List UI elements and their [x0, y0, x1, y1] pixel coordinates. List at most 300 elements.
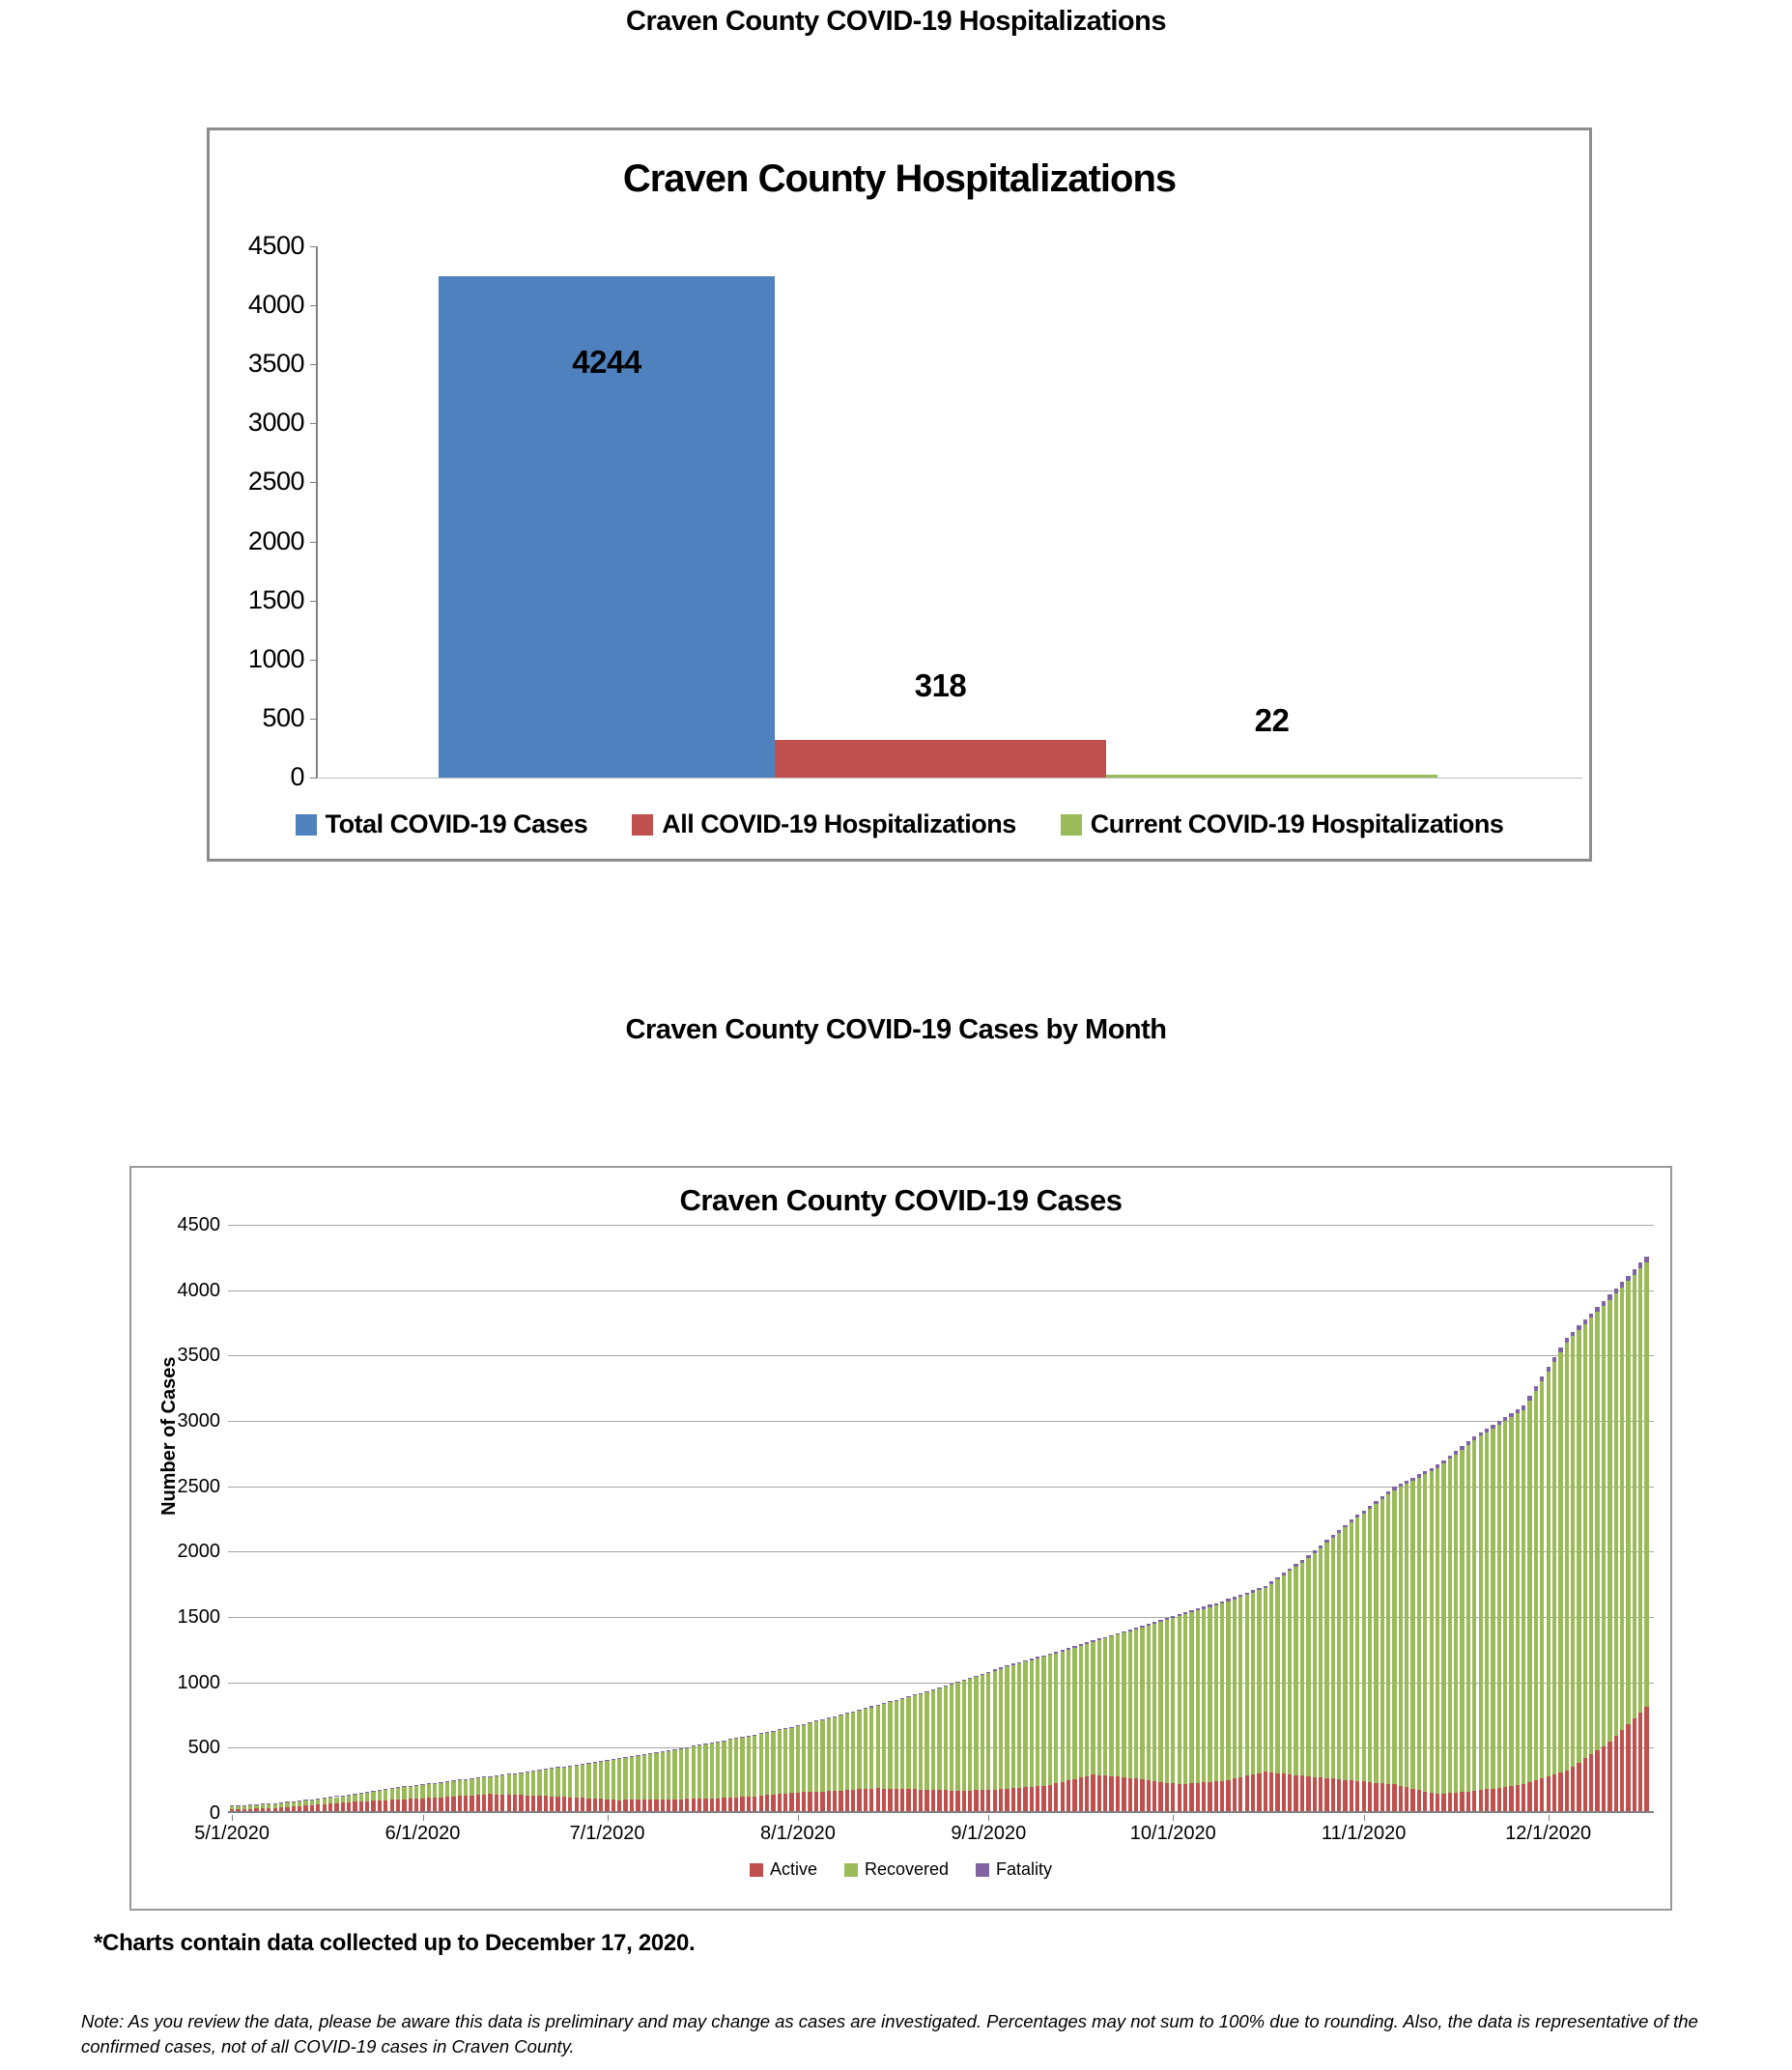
chart2-bar-fatality	[599, 1761, 603, 1762]
chart2-bar-recovered	[1595, 1312, 1599, 1750]
chart2-bar-active	[544, 1796, 548, 1811]
chart2-bar-active	[1509, 1786, 1513, 1811]
chart2-bar-fatality	[586, 1763, 590, 1764]
chart2-bar-fatality	[378, 1790, 382, 1791]
chart2-bar-fatality	[1196, 1608, 1200, 1610]
chart2-bar-active	[1251, 1774, 1255, 1811]
chart2-bar-active	[1595, 1750, 1599, 1811]
chart2-bar-recovered	[753, 1736, 756, 1797]
chart2-bar-active	[648, 1800, 652, 1811]
chart2-bar-active	[1214, 1781, 1218, 1811]
chart2-bar-active	[593, 1799, 597, 1811]
chart2-bar-fatality	[1208, 1604, 1211, 1606]
chart2-y-tick-label: 2000	[177, 1541, 220, 1563]
chart2-bar-recovered	[944, 1687, 948, 1790]
chart2-bar-active	[1410, 1789, 1414, 1811]
chart2-bar-recovered	[937, 1688, 941, 1790]
chart2-bar-fatality	[667, 1750, 670, 1751]
chart2-legend-swatch-1	[844, 1863, 858, 1877]
chart2-bar-recovered	[384, 1790, 387, 1800]
chart2-bar-active	[796, 1793, 800, 1811]
chart2-bar-active	[1350, 1780, 1353, 1811]
chart2-bar-active	[1522, 1784, 1525, 1811]
chart2-bar-fatality	[765, 1732, 769, 1733]
chart2-bar-active	[771, 1795, 775, 1811]
chart2-bar-recovered	[771, 1732, 775, 1795]
chart2-bar-recovered	[555, 1768, 559, 1796]
chart2-bar-recovered	[1466, 1445, 1470, 1792]
chart2-bar-recovered	[353, 1795, 356, 1801]
chart1-x-axis-line	[316, 778, 1582, 779]
chart2-bar-fatality	[1479, 1432, 1483, 1436]
chart2-bar-active	[1644, 1707, 1648, 1811]
chart2-bar-fatality	[944, 1686, 948, 1687]
chart1-y-tick-mark	[310, 542, 317, 543]
chart1-data-label-1: 318	[914, 667, 967, 704]
chart2-bar-fatality	[396, 1787, 400, 1788]
chart2-bar-fatality	[575, 1765, 579, 1766]
chart2-bar-active	[1503, 1787, 1507, 1811]
chart2-bar-fatality	[1441, 1460, 1445, 1464]
chart2-bar-recovered	[747, 1737, 751, 1797]
chart2-bar-recovered	[409, 1787, 412, 1800]
chart2-legend-swatch-2	[976, 1863, 989, 1877]
chart2-bar-fatality	[1116, 1633, 1120, 1635]
chart2-bar-active	[1196, 1783, 1200, 1811]
chart2-bar-active	[279, 1807, 283, 1811]
chart2-bar-active	[654, 1800, 658, 1811]
chart2-bar-fatality	[359, 1793, 363, 1794]
chart2-bar-active	[623, 1800, 627, 1811]
chart2-bar-recovered	[1472, 1440, 1476, 1791]
chart2-bar-fatality	[1054, 1652, 1058, 1654]
chart2-bar-active	[1491, 1789, 1494, 1811]
chart2-bar-recovered	[1233, 1600, 1237, 1779]
chart2-bar-recovered	[1405, 1484, 1408, 1787]
chart2-bar-recovered	[1350, 1522, 1353, 1780]
chart2-bar-active	[1337, 1779, 1341, 1811]
chart2-bar-recovered	[1134, 1630, 1138, 1779]
chart2-bar-fatality	[1491, 1425, 1494, 1429]
chart2-bar-recovered	[869, 1708, 873, 1789]
chart2-bar-active	[500, 1795, 504, 1811]
chart2-bar-recovered	[1294, 1567, 1297, 1775]
chart2-bar-fatality	[864, 1708, 868, 1709]
chart2-bar-fatality	[722, 1741, 725, 1742]
chart2-bar-fatality	[906, 1696, 910, 1697]
chart2-bar-active	[1436, 1794, 1439, 1811]
chart2-bar-recovered	[1479, 1435, 1483, 1790]
chart2-bar-fatality	[1245, 1593, 1249, 1595]
chart2-y-tick-label: 1500	[177, 1606, 220, 1628]
chart2-bar-fatality	[1602, 1301, 1606, 1306]
chart2-bar-recovered	[1288, 1571, 1292, 1774]
chart2-bar-fatality	[1368, 1506, 1372, 1509]
chart2-bar-active	[1614, 1736, 1618, 1811]
chart2-bar-fatality	[710, 1743, 714, 1744]
chart2-bar-recovered	[765, 1733, 769, 1795]
chart2-bar-fatality	[1503, 1417, 1507, 1421]
chart2-bar-active	[439, 1798, 442, 1812]
chart1-legend-swatch-1	[632, 814, 653, 836]
chart2-bar-fatality	[1607, 1294, 1611, 1299]
chart2-bar-fatality	[728, 1739, 732, 1740]
chart2-bar-fatality	[1079, 1644, 1083, 1646]
chart2-bar-recovered	[1638, 1268, 1642, 1713]
chart2-bar-recovered	[1540, 1381, 1544, 1779]
chart2-bar-recovered	[703, 1744, 707, 1799]
chart2-bar-fatality	[679, 1748, 683, 1749]
chart2-bar-fatality	[1282, 1573, 1286, 1575]
chart2-bar-fatality	[1011, 1663, 1015, 1664]
chart2-bar-recovered	[1565, 1343, 1569, 1771]
chart2-bar-active	[1091, 1774, 1095, 1811]
chart2-bar-recovered	[636, 1756, 640, 1800]
chart2-bar-active	[445, 1797, 449, 1811]
chart2-bar-recovered	[679, 1749, 683, 1800]
chart2-bar-active	[1583, 1758, 1587, 1811]
chart2-bar-active	[464, 1796, 468, 1811]
chart2-bar-fatality	[1171, 1616, 1175, 1618]
chart2-bar-active	[937, 1790, 941, 1811]
chart2-bar-recovered	[1589, 1318, 1593, 1754]
chart2-bar-active	[334, 1803, 338, 1811]
chart2-gridline	[228, 1551, 1654, 1552]
chart2-bar-fatality	[1399, 1484, 1403, 1487]
chart2-bar-active	[1036, 1786, 1039, 1811]
chart2-bar-active	[1128, 1778, 1132, 1811]
chart2-bar-fatality	[488, 1776, 492, 1777]
chart2-bar-recovered	[1430, 1471, 1434, 1793]
chart2-bar-fatality	[1147, 1624, 1151, 1626]
chart2-bar-active	[759, 1796, 763, 1811]
chart2-bar-fatality	[937, 1687, 941, 1688]
chart2-bar-fatality	[414, 1785, 418, 1786]
chart2-bar-active	[906, 1789, 910, 1811]
chart2-bar-recovered	[1147, 1626, 1151, 1780]
chart2-y-tick-label: 500	[187, 1737, 220, 1759]
chart2-bar-fatality	[469, 1778, 473, 1779]
chart2-bar-recovered	[839, 1716, 842, 1791]
chart2-bar-recovered	[242, 1806, 246, 1809]
chart2-bar-active	[845, 1790, 849, 1811]
chart2-bar-recovered	[648, 1754, 652, 1800]
chart2-bar-active	[1466, 1792, 1470, 1811]
chart2-bar-fatality	[882, 1703, 886, 1704]
chart2-bar-active	[458, 1796, 462, 1811]
chart2-bar-active	[1220, 1781, 1224, 1811]
chart2-bar-active	[1430, 1793, 1434, 1811]
chart2-bar-fatality	[537, 1770, 541, 1771]
chart2-bar-active	[1527, 1782, 1531, 1811]
chart2-bar-fatality	[783, 1728, 787, 1729]
chart2-bar-recovered	[1337, 1533, 1341, 1779]
chart2-bar-recovered	[1497, 1425, 1501, 1788]
chart2-bar-active	[1423, 1792, 1427, 1811]
chart2-bar-fatality	[1324, 1540, 1328, 1543]
chart2-bar-recovered	[1251, 1593, 1255, 1775]
chart2-bar-active	[495, 1795, 498, 1811]
chart2-bar-fatality	[261, 1803, 265, 1804]
chart2-bar-active	[1030, 1787, 1034, 1811]
chart2-bar-active	[876, 1788, 880, 1811]
chart2-bar-fatality	[648, 1753, 652, 1754]
page-title-hospitalizations: Craven County COVID-19 Hospitalizations	[626, 6, 1166, 37]
chart2-gridline	[228, 1683, 1654, 1684]
chart2-bar-active	[378, 1801, 382, 1811]
chart2-bar-recovered	[1558, 1352, 1562, 1773]
chart2-bar-fatality	[913, 1694, 917, 1695]
chart2-bar-recovered	[1208, 1607, 1211, 1782]
chart2-bar-recovered	[500, 1775, 504, 1795]
chart2-bar-recovered	[1183, 1614, 1187, 1784]
chart2-bar-recovered	[371, 1792, 375, 1801]
chart2-bar-recovered	[845, 1714, 849, 1790]
chart2-bar-active	[864, 1789, 868, 1811]
chart2-bar-active	[242, 1809, 246, 1811]
chart2-bar-recovered	[734, 1739, 738, 1797]
chart2-bar-recovered	[981, 1675, 984, 1790]
chart2-bar-recovered	[420, 1785, 424, 1799]
chart2-bar-active	[482, 1795, 486, 1811]
chart2-bar-active	[993, 1790, 997, 1811]
chart2-bar-active	[728, 1798, 732, 1811]
chart2-bar-recovered	[310, 1801, 314, 1805]
chart2-bar-fatality	[1466, 1441, 1470, 1445]
chart2-bar-active	[1306, 1776, 1310, 1811]
chart2-bar-active	[1041, 1786, 1045, 1811]
chart2-x-tick-mark	[798, 1815, 799, 1821]
chart2-bar-recovered	[851, 1713, 855, 1790]
chart2-bar-active	[323, 1804, 327, 1811]
chart2-bar-recovered	[1319, 1548, 1323, 1778]
chart2-bar-fatality	[605, 1760, 609, 1761]
chart2-bar-active	[1472, 1791, 1476, 1811]
disclaimer-note: Note: As you review the data, please be aware this data is preliminary and may change as cases are investigated. Percentages may not sum to 100% due to rounding. Also, the data is representative of the confirmed cases, not of all COVID-19 cases in Craven County.	[81, 2011, 1698, 2056]
chart2-bar-recovered	[1017, 1663, 1021, 1788]
chart2-bar-fatality	[230, 1805, 234, 1806]
chart2-bar-fatality	[1343, 1525, 1347, 1528]
chart2-bar-active	[575, 1798, 579, 1811]
chart2-bar-active	[778, 1794, 782, 1811]
chart2-bar-recovered	[661, 1752, 665, 1800]
chart2-bar-recovered	[1626, 1281, 1630, 1724]
page-title-cases-by-month: Craven County COVID-19 Cases by Month	[625, 1014, 1167, 1045]
chart2-legend-item-2	[976, 1859, 1052, 1880]
chart2-bar-recovered	[519, 1773, 523, 1796]
chart2-bar-fatality	[1380, 1496, 1384, 1499]
chart2-bar-fatality	[1374, 1501, 1378, 1504]
chart2-bar-active	[1547, 1776, 1550, 1811]
chart2-bar-recovered	[778, 1730, 782, 1794]
chart2-bar-fatality	[476, 1777, 480, 1778]
chart2-bar-active	[955, 1791, 959, 1811]
chart2-bar-fatality	[334, 1796, 338, 1797]
chart2-bar-fatality	[1041, 1656, 1045, 1657]
chart2-bar-recovered	[993, 1671, 997, 1790]
chart2-bar-fatality	[1571, 1332, 1575, 1337]
chart2-bar-fatality	[827, 1717, 831, 1718]
chart2-x-tick-mark	[423, 1815, 424, 1821]
chart2-bar-active	[1294, 1775, 1297, 1811]
chart2-bar-recovered	[1085, 1644, 1089, 1776]
chart2-bar-active	[261, 1808, 265, 1811]
chart2-bar-recovered	[347, 1796, 351, 1802]
chart2-bar-recovered	[1005, 1666, 1009, 1789]
chart2-bar-active	[1497, 1788, 1501, 1811]
chart2-bar-fatality	[1072, 1646, 1076, 1648]
chart2-bar-active	[617, 1801, 621, 1812]
chart2-legend-item-1	[844, 1859, 949, 1880]
chart2-bar-active	[685, 1799, 689, 1811]
chart2-bar-fatality	[1257, 1588, 1261, 1590]
footnote: *Charts contain data collected up to December 17, 2020.	[94, 1930, 696, 1956]
chart2-bar-fatality	[740, 1737, 744, 1738]
chart2-bar-recovered	[740, 1738, 744, 1797]
chart2-bar-active	[605, 1800, 609, 1811]
chart2-bar-active	[1571, 1767, 1575, 1811]
chart2-bar-recovered	[1399, 1487, 1403, 1785]
chart2-bar-active	[254, 1808, 258, 1811]
chart2-bar-fatality	[1589, 1314, 1593, 1319]
chart2-bar-fatality	[1178, 1614, 1181, 1616]
chart2-bar-active	[402, 1800, 406, 1811]
chart2-bar-fatality	[1485, 1429, 1489, 1432]
chart2-bar-fatality	[685, 1747, 689, 1748]
chart2-x-tick-mark	[988, 1815, 989, 1821]
chart2-bar-recovered	[1061, 1652, 1065, 1782]
chart2-bar-recovered	[1552, 1362, 1556, 1775]
chart2-bar-recovered	[1441, 1463, 1445, 1794]
chart2-bar-fatality	[1319, 1545, 1323, 1548]
chart2-bar-fatality	[808, 1722, 811, 1723]
chart2-bar-fatality	[1085, 1642, 1089, 1644]
chart2-bar-fatality	[869, 1706, 873, 1707]
chart2-bar-active	[1392, 1784, 1396, 1811]
chart1-y-tick-label: 1000	[247, 643, 304, 673]
chart2-bar-recovered	[531, 1772, 535, 1795]
chart2-bar-fatality	[931, 1689, 935, 1690]
chart2-bar-fatality	[1620, 1282, 1624, 1287]
chart1-legend	[210, 809, 1589, 839]
chart2-bar-active	[1288, 1774, 1292, 1811]
chart2-bar-recovered	[906, 1697, 910, 1789]
chart2-bar-recovered	[1079, 1646, 1083, 1777]
chart2-bar-fatality	[427, 1783, 431, 1784]
chart2-bar-active	[1331, 1778, 1335, 1811]
chart2-bar-fatality	[1337, 1530, 1341, 1533]
chart2-bar-fatality	[617, 1758, 621, 1759]
chart2-bar-active	[537, 1796, 541, 1811]
chart2-bar-active	[599, 1799, 603, 1811]
chart2-bar-recovered	[913, 1695, 917, 1789]
chart2-bar-active	[1097, 1775, 1101, 1811]
chart2-bar-recovered	[292, 1802, 296, 1806]
chart2-bar-recovered	[986, 1673, 990, 1790]
chart1-y-tick-mark	[310, 601, 317, 602]
chart2-bar-recovered	[464, 1780, 468, 1796]
chart2-bar-fatality	[1595, 1307, 1599, 1312]
chart2-bar-active	[1067, 1780, 1070, 1811]
chart1-legend-label-1: All COVID-19 Hospitalizations	[662, 809, 1016, 838]
chart2-bar-active	[1607, 1742, 1611, 1811]
chart2-bar-active	[433, 1798, 437, 1811]
chart2-bar-recovered	[697, 1745, 701, 1799]
chart2-bar-recovered	[1607, 1300, 1611, 1743]
chart2-bar-fatality	[759, 1733, 763, 1734]
chart2-bar-active	[292, 1806, 296, 1811]
chart2-bar-recovered	[1368, 1509, 1372, 1782]
chart2-bar-fatality	[820, 1719, 824, 1720]
chart2-bar-recovered	[458, 1780, 462, 1796]
chart2-bar-active	[285, 1807, 289, 1811]
chart2-bar-fatality	[895, 1700, 898, 1701]
chart2-bar-fatality	[242, 1805, 246, 1806]
chart2-bar-recovered	[605, 1761, 609, 1800]
chart2-bar-active	[1140, 1779, 1144, 1811]
chart2-bar-recovered	[630, 1757, 634, 1800]
chart2-bar-recovered	[950, 1685, 953, 1791]
chart2-bar-recovered	[1054, 1654, 1058, 1784]
chart2-bar-fatality	[236, 1805, 240, 1806]
chart2-bar-active	[1399, 1786, 1403, 1811]
chart2-bar-active	[1368, 1782, 1372, 1811]
chart2-bar-fatality	[1158, 1620, 1162, 1622]
chart2-bar-recovered	[328, 1798, 332, 1803]
chart2-bar-active	[734, 1798, 738, 1811]
chart2-bar-fatality	[409, 1786, 412, 1787]
chart1-y-tick-label: 2000	[247, 525, 304, 555]
chart2-bar-fatality	[316, 1799, 320, 1800]
chart2-bar-active	[1565, 1771, 1569, 1811]
chart2-bar-fatality	[734, 1738, 738, 1739]
chart2-bar-active	[1257, 1773, 1261, 1811]
chart1-y-tick-mark	[310, 423, 317, 424]
chart2-bar-active	[236, 1809, 240, 1811]
chart2-bar-fatality	[1534, 1386, 1538, 1390]
chart2-bar-active	[273, 1808, 277, 1811]
chart2-bar-fatality	[1300, 1560, 1304, 1563]
chart2-bar-fatality	[420, 1784, 424, 1785]
chart2-bar-active	[1516, 1785, 1520, 1811]
chart2-bar-recovered	[427, 1784, 431, 1798]
chart2-bar-fatality	[292, 1801, 296, 1802]
chart2-bar-fatality	[1214, 1603, 1218, 1605]
chart2-bar-recovered	[1300, 1563, 1304, 1776]
chart2-bar-fatality	[612, 1759, 615, 1760]
chart2-bar-recovered	[999, 1669, 1003, 1790]
chart2-bar-active	[1171, 1783, 1175, 1811]
chart2-bar-fatality	[636, 1755, 640, 1756]
chart2-bar-recovered	[672, 1750, 676, 1800]
chart2-bar-recovered	[1331, 1538, 1335, 1778]
chart2-title: Craven County COVID-19 Cases	[679, 1183, 1123, 1217]
chart2-bar-fatality	[323, 1798, 327, 1799]
chart2-bar-active	[581, 1798, 584, 1811]
chart2-bar-fatality	[833, 1716, 837, 1717]
chart2-bar-fatality	[495, 1775, 498, 1776]
chart2-bar-fatality	[402, 1786, 406, 1787]
chart2-bar-active	[396, 1800, 400, 1811]
chart2-bar-recovered	[1417, 1478, 1421, 1790]
chart2-bar-recovered	[1226, 1602, 1230, 1780]
chart2-bar-recovered	[962, 1681, 966, 1791]
chart2-bar-recovered	[593, 1763, 597, 1799]
chart2-bar-recovered	[316, 1800, 320, 1804]
chart2-bar-recovered	[1620, 1288, 1624, 1730]
chart2-bar-recovered	[365, 1793, 369, 1801]
chart2-bar-active	[789, 1793, 793, 1811]
